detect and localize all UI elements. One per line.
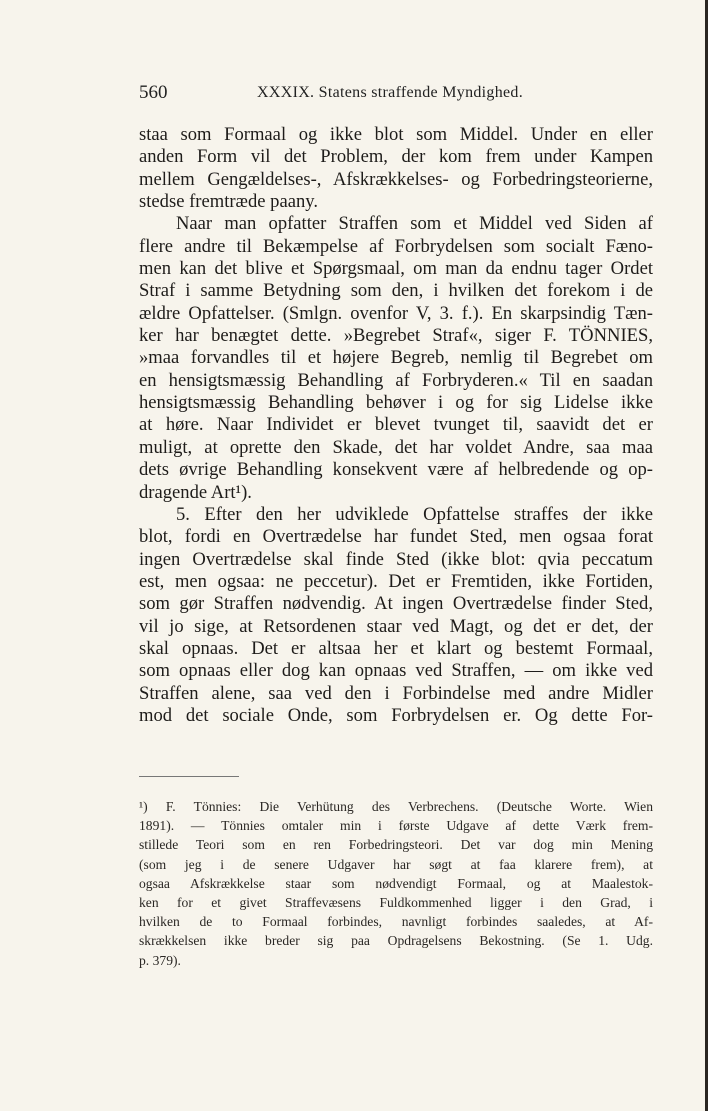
body-line: men kan det blive et Spørgsmaal, om man da endnu tager Ordet [139,258,653,280]
body-line: est, men ogsaa: ne peccetur). Det er Fremtiden, ikke Fortiden, [139,570,653,592]
footnote-line: ¹) F. Tönnies: Die Verhütung des Verbrechens. (Deutsche Worte. Wien [139,799,653,814]
body-line: muligt, at oprette den Skade, det har voldet Andre, saa maa [139,436,653,458]
body-line: en hensigtsmæssig Behandling af Forbryderen.« Til en saadan [139,369,653,391]
body-line: at høre. Naar Individet er blevet tvunget til, saavidt det er [139,414,653,436]
body-line: mellem Gengældelses-, Afskrækkelses- og Forbedringsteorierne, [139,168,653,190]
body-line: Straffen alene, saa ved den i Forbindelse med andre Midler [139,682,653,704]
body-line: ingen Overtrædelse skal finde Sted (ikke blot: qvia peccatum [139,548,653,570]
body-line: stedse fremtræde paany. [139,191,318,213]
body-line: anden Form vil det Problem, der kom frem under Kampen [139,146,653,168]
running-title: XXXIX. Statens straffende Myndighed. [257,84,524,101]
body-line: blot, fordi en Overtrædelse har fundet Sted, men ogsaa forat [139,526,653,548]
body-line: dragende Art¹). [139,481,252,503]
footnote-line: (som jeg i de senere Udgaver har søgt at faa klarere frem), at [139,856,653,872]
body-line: ældre Opfattelser. (Smlgn. ovenfor V, 3. f.). En skarpsindig Tæn- [139,302,653,324]
footnote-line: stillede Teori som en ren Forbedringsteori. Det var dog min Mening [139,837,653,853]
body-line: mod det sociale Onde, som Forbrydelsen er. Og dette For- [139,704,653,726]
footnote-line: hvilken de to Formaal forbindes, navnligt forbindes saaledes, at Af- [139,914,653,930]
footnote-line: skrækkelsen ikke breder sig paa Opdragelsens Bekostning. (Se 1. Udg. [139,933,653,949]
page-number: 560 [139,82,168,103]
body-line: dets øvrige Behandling konsekvent være af helbredende og op- [139,459,653,481]
body-line: »maa forvandles til et højere Begreb, nemlig til Begrebet om [139,347,653,369]
body-line: skal opnaas. Det er altsaa her et klart og bestemt Formaal, [139,637,653,659]
body-line: ker har benægtet dette. »Begrebet Straf«, siger F. TÖNNIES, [139,325,653,347]
footnote-line: p. 379). [139,952,181,968]
footnote-rule [139,776,239,777]
body-line: Naar man opfatter Straffen som et Middel ved Siden af [176,213,653,235]
body-line: flere andre til Bekæmpelse af Forbrydelsen som socialt Fæno- [139,235,653,257]
body-line: Straf i samme Betydning som den, i hvilken det forekom i de [139,280,653,302]
body-line: hensigtsmæssig Behandling behøver i og for sig Lidelse ikke [139,392,653,414]
footnote-line: 1891). — Tönnies omtaler min i første Udgave af dette Værk frem- [139,818,653,834]
body-line: staa som Formaal og ikke blot som Middel. Under en eller [139,124,653,145]
body-line: som gør Straffen nødvendig. At ingen Overtrædelse finder Sted, [139,593,653,615]
body-line: vil jo sige, at Retsordenen staar ved Magt, og det er det, der [139,615,653,637]
body-line: 5. Efter den her udviklede Opfattelse straffes der ikke [176,503,653,525]
body-line: som opnaas eller dog kan opnaas ved Straffen, — om ikke ved [139,660,653,682]
footnote-line: ken for et givet Straffevæsens Fuldkommenhed ligger i den Grad, i [139,894,653,910]
footnote-line: ogsaa Afskrækkelse staar som nødvendigt Formaal, og at Maalestok- [139,875,653,891]
footnotes [139,797,653,970]
body-text [139,124,653,727]
